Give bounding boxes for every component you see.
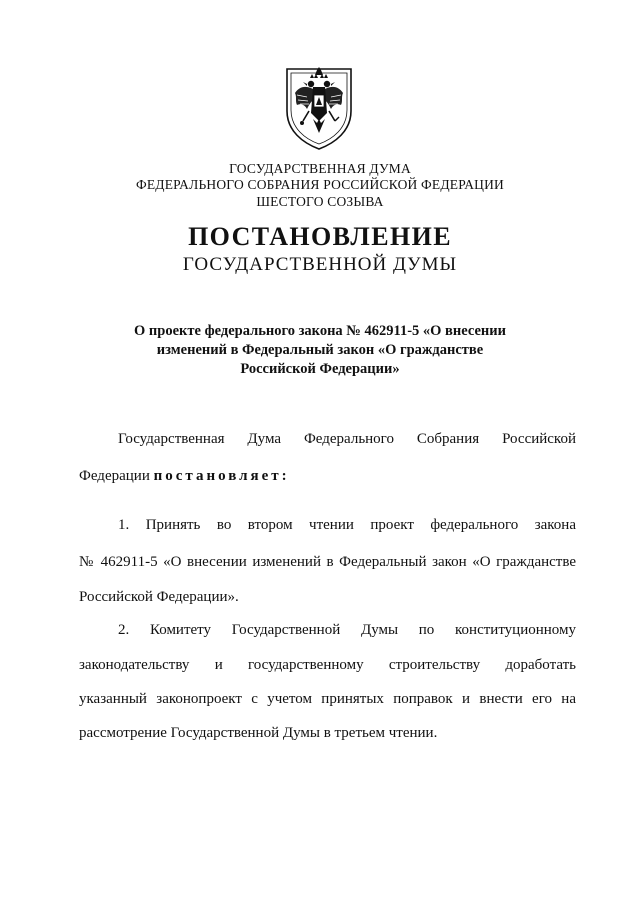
paragraph-1-line-3: Российской Федерации». [79, 589, 239, 605]
org-title-line-2: ФЕДЕРАЛЬНОГО СОБРАНИЯ РОССИЙСКОЙ ФЕДЕРАЦИИ [136, 177, 504, 192]
subject-line-2: изменений в Федеральный закон «О гражданстве [156, 342, 484, 358]
subject-line-3: Российской Федерации» [240, 361, 400, 377]
document-type-title: ПОСТАНОВЛЕНИЕ [188, 222, 452, 251]
org-title-line-1: ГОСУДАРСТВЕННАЯ ДУМА [229, 161, 411, 176]
resolves-keyword: постановляет: [153, 468, 290, 484]
paragraph-1-line-1: 1. Принять во втором чтении проект федерального закона [118, 517, 576, 533]
paragraph-2-line-3: указанный законопроект с учетом принятых поправок и внести его на [79, 691, 576, 707]
subject-line-1: О проекте федерального закона № 462911-5 «О внесении [134, 323, 506, 339]
paragraph-2-line-2: законодательству и государственному строительству доработать [79, 657, 576, 673]
org-title-line-3: ШЕСТОГО СОЗЫВА [256, 194, 384, 209]
paragraph-2-line-4: рассмотрение Государственной Думы в третьем чтении. [79, 725, 438, 741]
intro-line-1: Государственная Дума Федерального Собрания Российской [118, 431, 576, 447]
paragraph-2-line-1: 2. Комитету Государственной Думы по конституционному [118, 622, 576, 638]
intro-line-2-prefix: Федерации [79, 468, 154, 484]
intro-line-2 [79, 467, 576, 485]
document-subtitle: ГОСУДАРСТВЕННОЙ ДУМЫ [182, 254, 458, 275]
paragraph-1-line-2: № 462911-5 «О внесении изменений в Федеральный закон «О гражданстве [79, 554, 576, 570]
coat-of-arms-icon [283, 63, 355, 151]
